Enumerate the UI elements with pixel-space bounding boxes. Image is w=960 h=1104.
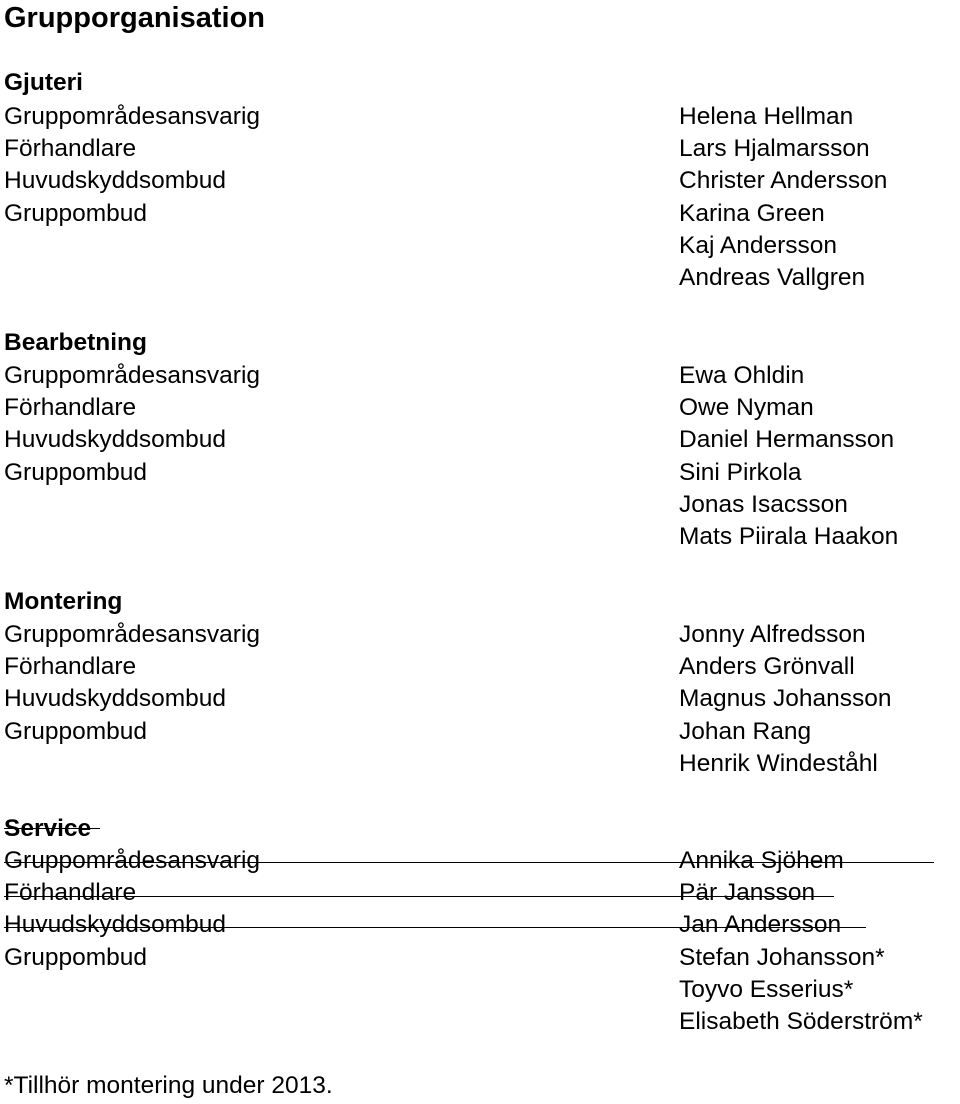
person-name: Stefan Johansson* (679, 944, 885, 971)
person-name: Pär Jansson (679, 879, 816, 906)
role-label: Gruppombud (4, 459, 148, 486)
person-name: Owe Nyman (679, 394, 814, 421)
person-name: Christer Andersson (679, 167, 888, 194)
section-heading: Bearbetning (4, 329, 147, 356)
role-label: Förhandlare (4, 135, 137, 162)
person-name: Johan Rang (679, 718, 812, 745)
role-label: Gruppområdesansvarig (4, 103, 261, 130)
person-name: Sini Pirkola (679, 459, 802, 486)
person-name: Anders Grönvall (679, 653, 855, 680)
role-label: Huvudskyddsombud (4, 911, 226, 938)
strike-line (4, 927, 866, 928)
footnote: *Tillhör montering under 2013. (4, 1072, 333, 1099)
strike-line (4, 828, 100, 829)
person-name: Ewa Ohldin (679, 362, 805, 389)
strike-line (4, 896, 834, 897)
role-label: Huvudskyddsombud (4, 426, 226, 453)
person-name: Magnus Johansson (679, 685, 892, 712)
person-name: Jonas Isacsson (679, 491, 848, 518)
person-name: Elisabeth Söderström* (679, 1008, 923, 1035)
person-name: Helena Hellman (679, 103, 854, 130)
role-label: Förhandlare (4, 394, 137, 421)
role-label: Gruppombud (4, 200, 148, 227)
role-label: Huvudskyddsombud (4, 685, 226, 712)
person-name: Kaj Andersson (679, 232, 837, 259)
person-name: Andreas Vallgren (679, 264, 866, 291)
section-heading: Montering (4, 588, 123, 615)
person-name: Daniel Hermansson (679, 426, 895, 453)
person-name: Toyvo Esserius* (679, 976, 854, 1003)
page-title: Grupporganisation (4, 2, 265, 34)
role-label: Förhandlare (4, 653, 137, 680)
role-label: Gruppombud (4, 718, 148, 745)
person-name: Annika Sjöhem (679, 847, 844, 874)
role-label: Förhandlare (4, 879, 137, 906)
person-name: Mats Piirala Haakon (679, 523, 899, 550)
person-name: Lars Hjalmarsson (679, 135, 870, 162)
role-label: Gruppområdesansvarig (4, 847, 261, 874)
role-label: Gruppområdesansvarig (4, 362, 261, 389)
person-name: Jonny Alfredsson (679, 621, 866, 648)
role-label: Huvudskyddsombud (4, 167, 226, 194)
role-label: Gruppområdesansvarig (4, 621, 261, 648)
person-name: Karina Green (679, 200, 825, 227)
section-heading: Gjuteri (4, 69, 83, 96)
role-label: Gruppombud (4, 944, 148, 971)
strike-line (4, 862, 934, 863)
person-name: Henrik Windeståhl (679, 750, 878, 777)
person-name: Jan Andersson (679, 911, 842, 938)
section-heading: Service (4, 815, 92, 842)
